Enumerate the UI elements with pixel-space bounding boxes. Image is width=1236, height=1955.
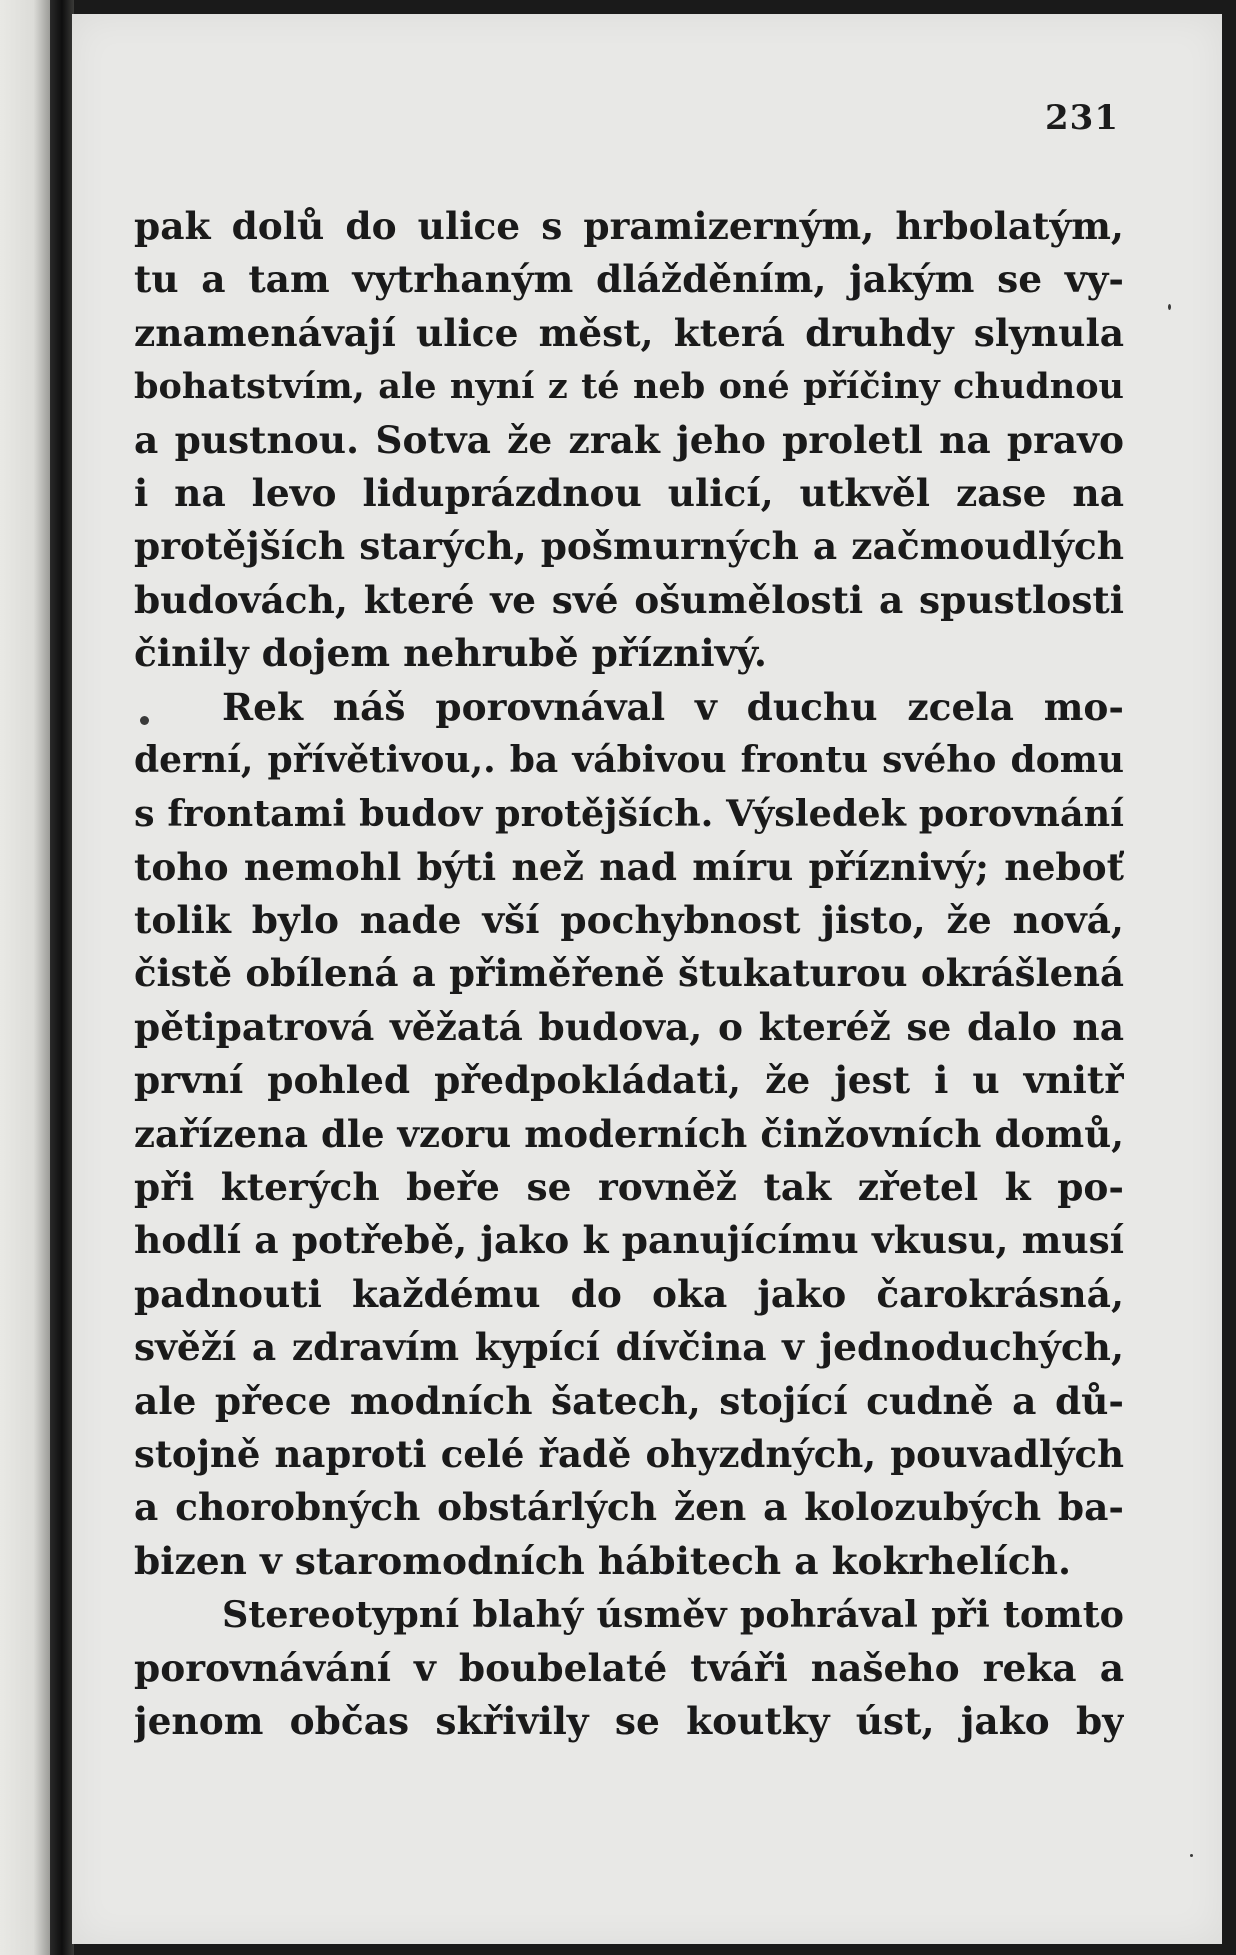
text-line: svěží a zdravím kypící dívčina v jednoduchých, — [134, 1325, 1124, 1370]
body-text — [134, 200, 1124, 1748]
text-line: porovnávání v boubelaté tváři našeho reka a — [134, 1645, 1124, 1690]
scan-speck — [140, 716, 149, 725]
text-line: protějších starých, pošmurných a začmoudlých — [134, 524, 1124, 569]
text-line: pak dolů do ulice s pramizerným, hrbolatým, — [134, 204, 1124, 248]
text-line: ale přece modních šatech, stojící cudně a dů- — [134, 1378, 1124, 1423]
text-line: znamenávají ulice měst, která druhdy slynula — [134, 310, 1124, 355]
text-line: s frontami budov protějších. Výsledek porovnání — [134, 792, 1124, 836]
text-line: jenom občas skřivily se koutky úst, jako by — [134, 1698, 1124, 1743]
text-line: stojně naproti celé řadě ohyzdných, pouvadlých — [134, 1431, 1124, 1476]
text-line: čistě obílená a přiměřeně štukaturou okrášlená — [134, 951, 1124, 996]
text-line: bizen v staromodních hábitech a kokrhelích. — [134, 1538, 1072, 1583]
page-number: 231 — [1045, 98, 1119, 138]
scan-speck — [1168, 304, 1171, 310]
scan-speck — [1190, 1854, 1193, 1857]
text-line: toho nemohl býti než nad míru příznivý; neboť — [134, 844, 1124, 889]
book-gutter — [50, 0, 74, 1955]
left-page-edge — [0, 0, 56, 1955]
text-line: pětipatrová věžatá budova, o kteréž se dalo na — [134, 1004, 1124, 1049]
text-line: činily dojem nehrubě příznivý. — [134, 631, 767, 676]
text-line: první pohled předpokládati, že jest i u vnitř — [134, 1058, 1124, 1103]
text-line: budovách, které ve své ošumělosti a spustlosti — [134, 577, 1124, 622]
text-line: bohatstvím, ale nyní z té neb oné příčiny chudnou — [134, 366, 1124, 408]
text-line: padnouti každému do oka jako čarokrásná, — [134, 1271, 1124, 1316]
text-line: derní, přívětivou,. ba vábivou frontu svého domu — [134, 738, 1124, 781]
text-line: a pustnou. Sotva že zrak jeho proletl na pravo — [134, 417, 1124, 462]
text-line: zařízena dle vzoru moderních činžovních domů, — [134, 1111, 1124, 1156]
text-line: tolik bylo nade vší pochybnost jisto, že nová, — [134, 898, 1124, 943]
text-line: při kterých beře se rovněž tak zřetel k po- — [134, 1165, 1124, 1210]
page-sheet — [72, 14, 1222, 1944]
text-line: Rek náš porovnával v duchu zcela mo- — [222, 684, 1124, 729]
text-line: Stereotypní blahý úsměv pohrával při tomto — [222, 1593, 1124, 1637]
text-line: i na levo liduprázdnou ulicí, utkvěl zase na — [134, 470, 1124, 515]
text-line: tu a tam vytrhaným dlážděním, jakým se vy- — [134, 257, 1124, 302]
text-line: hodlí a potřebě, jako k panujícímu vkusu, musí — [134, 1218, 1124, 1263]
text-line: a chorobných obstárlých žen a kolozubých ba- — [134, 1485, 1124, 1530]
